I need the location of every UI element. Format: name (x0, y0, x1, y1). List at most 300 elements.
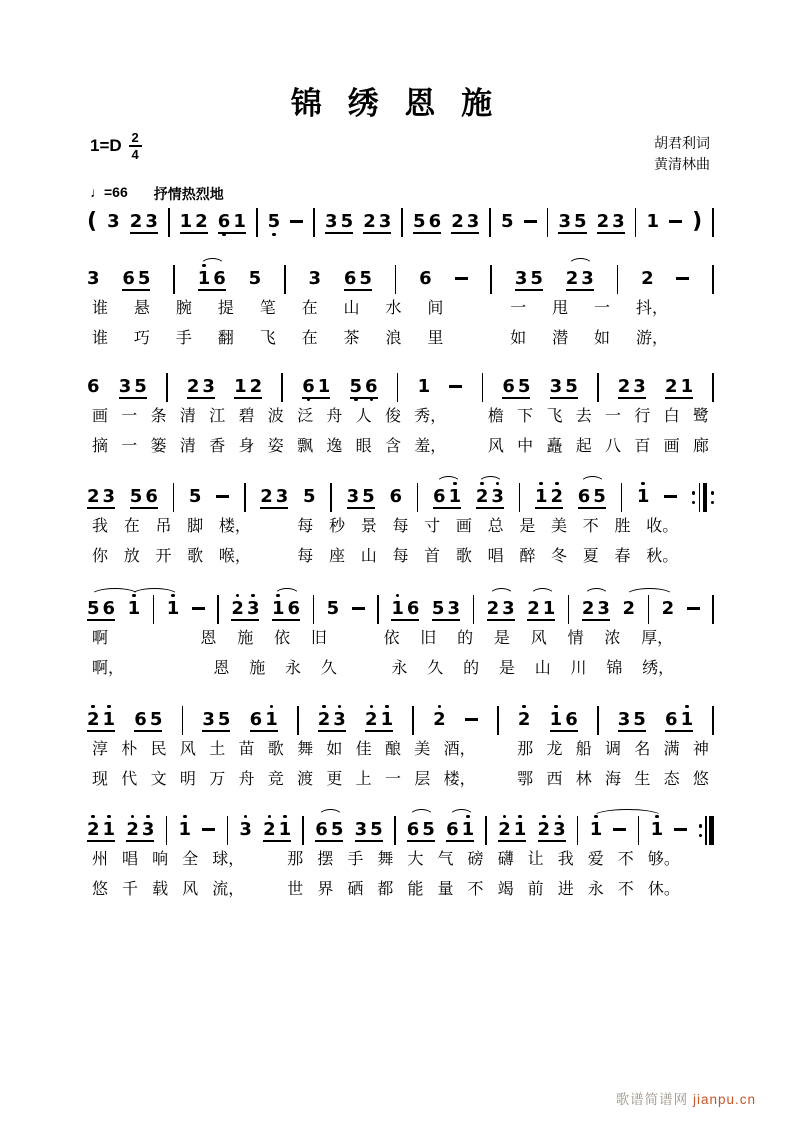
beam (134, 730, 162, 732)
octave-dot (554, 705, 558, 709)
lyric-spacer (694, 328, 709, 350)
lyric-syllable: 调 (605, 741, 622, 758)
lyric-syllable: 舞 (297, 741, 314, 758)
lyric-syllable: 舟 (326, 408, 343, 425)
lyric-syllable: 的 (463, 660, 480, 677)
note-group (518, 703, 531, 736)
lyric-syllable: 施 (249, 660, 266, 677)
lyric-syllable: 休。 (647, 881, 680, 898)
lyric-syllable: 是 (519, 518, 536, 535)
note (419, 262, 432, 295)
note-digit: 6 (406, 819, 420, 840)
note-digit: 1 (636, 486, 650, 507)
lyric-syllable: 每 (297, 548, 314, 565)
lyric-syllable: 一 (384, 771, 401, 788)
note-digit: 5 (413, 211, 426, 232)
note-digit: 6 (343, 268, 357, 289)
note-digit: 2 (486, 598, 500, 619)
note-digit: 2 (550, 486, 564, 507)
lyric-syllable: 八 (605, 438, 622, 455)
barline (394, 816, 396, 845)
beam (122, 289, 150, 291)
lyric-syllable: 锦 (606, 660, 623, 677)
lyric-syllable: 那 (287, 851, 304, 868)
note-group (327, 592, 340, 625)
lyric-syllable: 是 (498, 660, 515, 677)
lyric-syllable: 够。 (647, 851, 680, 868)
note-digit: 5 (501, 211, 514, 232)
lyric-syllable: 一 (594, 300, 611, 317)
note (189, 480, 202, 513)
notes-row (87, 262, 714, 295)
note-group (418, 370, 431, 403)
note-digit: 2 (263, 819, 276, 840)
beam (550, 397, 578, 399)
note-digit: 3 (633, 376, 646, 397)
octave-dot (503, 815, 507, 819)
note-digit: 2 (581, 598, 595, 619)
note-digit: 2 (87, 819, 100, 840)
beamed-note-group (130, 205, 158, 238)
beamed-note-group (391, 592, 419, 625)
duration-dash (449, 385, 462, 388)
lyric-spacer (258, 879, 273, 901)
beamed-note-group (355, 813, 383, 846)
beamed-note-group (535, 480, 563, 513)
lyric-syllable: 秀， (414, 408, 447, 425)
lyric-syllable: 摘 (92, 438, 109, 455)
lyric-syllable: 龙 (546, 741, 563, 758)
beam (515, 289, 543, 291)
octave-dot-below-slot (239, 839, 252, 846)
lyric-syllable: 让 (527, 851, 544, 868)
octave-dot (518, 815, 522, 819)
note-digit: 2 (249, 376, 263, 397)
beamed-note-group (618, 703, 646, 736)
barline (395, 265, 397, 294)
note-digit: 1 (102, 819, 116, 840)
octave-dot (107, 705, 111, 709)
note-digit: 6 (217, 211, 231, 232)
note-group (389, 480, 402, 513)
note-digit: 2 (451, 211, 464, 232)
slur-arc (584, 588, 609, 596)
beam (130, 507, 158, 509)
lyric-syllable: 开 (155, 548, 172, 565)
repeat-end-sign (699, 813, 714, 845)
lyric-syllable: 淳 (92, 741, 109, 758)
beam (231, 619, 259, 621)
note-digit: 1 (646, 211, 659, 232)
lyric-syllable: 胜 (614, 518, 631, 535)
octave-dot (558, 815, 562, 819)
watermark-site-link[interactable]: jianpu.cn (692, 1092, 756, 1107)
beamed-note-group (347, 480, 375, 513)
lyrics-row-1 (87, 516, 714, 538)
duration-dash (290, 220, 303, 223)
note-digit: 1 (166, 598, 180, 619)
note-digit: 6 (565, 709, 578, 730)
lyric-syllable: 一 (121, 408, 138, 425)
beam (87, 507, 115, 509)
note-digit: 5 (87, 598, 100, 619)
lyric-syllable: 收。 (646, 518, 679, 535)
lyric-spacer (694, 879, 709, 901)
lyric-syllable: 西 (546, 771, 563, 788)
lyric-syllable: 醉 (519, 548, 536, 565)
watermark-site-name: 歌谱简谱网 (615, 1092, 693, 1107)
note (268, 205, 281, 238)
lyric-syllable: 歌 (267, 741, 284, 758)
lyric-syllable: 酿 (384, 741, 401, 758)
lyric-syllable: 间 (427, 300, 444, 317)
lyric-syllable: 啊， (92, 660, 125, 677)
lyric-syllable: 如 (326, 741, 343, 758)
barline (712, 265, 714, 294)
beamed-note-group (451, 205, 479, 238)
lyric-syllable: 名 (634, 741, 651, 758)
note (662, 592, 675, 625)
slur-arc (568, 258, 593, 266)
note-digit: 6 (302, 376, 315, 397)
beam (487, 619, 515, 621)
lyric-syllable: 在 (301, 330, 318, 347)
lyric-spacer (469, 328, 484, 350)
notation-line-4 (87, 480, 714, 568)
barline (621, 483, 623, 512)
lyric-syllable: 悠 (692, 771, 709, 788)
octave-dot (641, 482, 645, 486)
note-digit: 3 (107, 211, 120, 232)
beam (432, 619, 460, 621)
beamed-note-group (302, 370, 330, 403)
slur-arc (489, 588, 514, 596)
note-digit: 2 (565, 268, 579, 289)
lyric-syllable: 船 (575, 741, 592, 758)
note-digit: 3 (87, 268, 100, 289)
beam (578, 507, 606, 509)
barline (284, 265, 286, 294)
note-digit: 3 (558, 211, 571, 232)
note (389, 480, 402, 513)
lyric-syllable: 百 (634, 438, 651, 455)
note-group (308, 262, 321, 295)
lyric-syllable: 白 (663, 408, 680, 425)
note-group (178, 813, 191, 846)
note (327, 592, 340, 625)
octave-dot (283, 815, 287, 819)
beamed-note-group (126, 813, 154, 846)
lyric-syllable: 泛 (297, 408, 314, 425)
note-group (107, 205, 120, 238)
lyric-spacer (694, 658, 709, 680)
note-digit: 3 (447, 598, 460, 619)
barline (166, 816, 168, 845)
beamed-note-group (665, 703, 693, 736)
note-digit: 3 (378, 211, 392, 232)
lyrics-row-2 (87, 546, 714, 568)
note-digit: 5 (137, 268, 151, 289)
lyric-syllable: 腕 (175, 300, 192, 317)
note-digit: 3 (553, 819, 566, 840)
note-digit: 3 (333, 709, 346, 730)
note-digit: 5 (134, 376, 147, 397)
note-digit: 3 (246, 598, 260, 619)
note-digit: 2 (665, 376, 678, 397)
barline (412, 706, 414, 735)
beam (558, 232, 586, 234)
lyric-syllable: 界 (317, 881, 334, 898)
note-group (419, 262, 432, 295)
beam (315, 840, 343, 842)
barline (297, 706, 299, 735)
lyric-syllable: 楼， (218, 518, 251, 535)
beamed-note-group (558, 205, 586, 238)
beam (451, 232, 479, 234)
beamed-note-group (260, 480, 288, 513)
beam (498, 840, 526, 842)
barline (490, 265, 492, 294)
note-digit: 3 (308, 268, 321, 289)
lyric-syllable: 气 (437, 851, 454, 868)
lyric-syllable: 朴 (121, 741, 138, 758)
beamed-note-group (550, 370, 578, 403)
note-digit: 5 (129, 486, 143, 507)
octave-dot-below-slot (87, 288, 100, 295)
note-digit: 6 (433, 486, 446, 507)
beamed-note-group (231, 592, 259, 625)
lyric-syllable: 层 (414, 771, 431, 788)
barline (473, 595, 475, 624)
beamed-note-group (218, 205, 246, 238)
lyric-syllable: 久 (320, 660, 337, 677)
lyric-spacer (460, 436, 475, 458)
note-digit: 1 (448, 486, 462, 507)
note-digit: 1 (127, 598, 141, 619)
note-digit: 6 (419, 268, 432, 289)
note-group (651, 813, 664, 846)
barline (712, 208, 714, 237)
beamed-note-group (350, 370, 378, 403)
note (501, 205, 514, 238)
octave-dot (107, 815, 111, 819)
slur-arc (449, 809, 474, 817)
octave-dot (542, 815, 546, 819)
lyric-syllable: 总 (487, 518, 504, 535)
lyric-syllable: 你 (92, 548, 109, 565)
octave-dot-below-slot (662, 618, 675, 625)
beam (87, 840, 115, 842)
note (590, 813, 603, 846)
lyric-syllable: 檐 (487, 408, 504, 425)
lyric-syllable: 文 (150, 771, 167, 788)
beamed-note-group (344, 262, 372, 295)
octave-dot (244, 815, 248, 819)
beamed-note-group (446, 813, 474, 846)
lyric-syllable: 情 (567, 630, 584, 647)
octave-dot-below-slot (189, 506, 202, 513)
note-digit: 6 (315, 819, 328, 840)
barline (330, 483, 332, 512)
note (303, 480, 316, 513)
slur-arc (436, 476, 461, 484)
barline (648, 595, 650, 624)
slur-arc (580, 476, 605, 484)
lyric-syllable: 鹭 (692, 408, 709, 425)
barline (635, 208, 637, 237)
octave-dot-below-slot (167, 618, 180, 625)
duration-dash (674, 828, 687, 831)
expression-marking: 抒情热烈地 (153, 186, 224, 202)
beam (347, 507, 375, 509)
note-digit: 3 (597, 598, 610, 619)
lyric-syllable: 全 (182, 851, 199, 868)
beam (87, 619, 115, 621)
note (518, 703, 531, 736)
lyric-spacer (267, 546, 282, 568)
duration-dash (465, 718, 478, 721)
note-digit: 2 (195, 211, 208, 232)
note-digit: 2 (317, 709, 331, 730)
beamed-note-group (198, 262, 226, 295)
note-digit: 2 (527, 598, 540, 619)
barline (173, 483, 175, 512)
beam (302, 397, 330, 399)
octave-dot-below-slot (303, 506, 316, 513)
octave-dot (385, 705, 389, 709)
note-digit: 2 (617, 376, 631, 397)
lyric-syllable: 唱 (487, 548, 504, 565)
lyric-syllable: 手 (175, 330, 192, 347)
lyric-spacer (267, 516, 282, 538)
octave-dot-below-slot (389, 506, 402, 513)
lyric-spacer (460, 406, 475, 428)
beam (407, 840, 435, 842)
note-digit: 1 (317, 376, 331, 397)
note-digit: 6 (365, 376, 378, 397)
lyric-syllable: 碧 (238, 408, 255, 425)
notation-line-3 (87, 370, 714, 458)
barline (489, 208, 491, 237)
duration-dash (669, 220, 682, 223)
lyric-syllable: 笔 (259, 300, 276, 317)
lyric-syllable: 每 (392, 548, 409, 565)
lyric-syllable: 竞 (267, 771, 284, 788)
notation-line-1 (87, 205, 714, 238)
lyric-syllable: 响 (152, 851, 169, 868)
octave-dot (91, 705, 95, 709)
octave-dot-below-slot (637, 506, 650, 513)
lyric-syllable: 风 (179, 741, 196, 758)
lyric-syllable: 下 (517, 408, 534, 425)
lyric-syllable: 寸 (424, 518, 441, 535)
note (646, 205, 659, 238)
barline (166, 373, 168, 402)
beam (198, 289, 226, 291)
barline (313, 208, 315, 237)
octave-dot (270, 705, 274, 709)
barline (313, 595, 315, 624)
beamed-note-group (130, 480, 158, 513)
barline (597, 373, 599, 402)
beamed-note-group (315, 813, 343, 846)
notes-row (87, 813, 714, 846)
lyrics-row-2 (87, 658, 714, 680)
lyric-syllable: 不 (582, 518, 599, 535)
note (249, 262, 262, 295)
lyric-syllable: 态 (663, 771, 680, 788)
note-digit: 2 (365, 709, 378, 730)
lyric-syllable: 硒 (347, 881, 364, 898)
beam (325, 232, 353, 234)
note-digit: 5 (349, 376, 363, 397)
note-digit: 5 (431, 598, 445, 619)
beam (130, 232, 158, 234)
lyric-syllable: 水 (385, 300, 402, 317)
barline (377, 595, 379, 624)
lyric-spacer (694, 298, 709, 320)
note-digit: 3 (617, 709, 631, 730)
note (433, 703, 446, 736)
lyric-spacer (694, 849, 709, 871)
lyric-syllable: 行 (634, 408, 651, 425)
beamed-note-group (515, 262, 543, 295)
note-digit: 1 (102, 709, 116, 730)
lyric-syllable: 姿 (267, 438, 284, 455)
lyric-syllable: 舞 (377, 851, 394, 868)
lyric-syllable: 摆 (317, 851, 334, 868)
lyric-syllable: 海 (605, 771, 622, 788)
lyric-syllable: 巧 (133, 330, 150, 347)
duration-dash (687, 607, 700, 610)
beam (250, 730, 278, 732)
note (637, 480, 650, 513)
note-digit: 3 (354, 819, 368, 840)
notation-line-2 (87, 262, 714, 350)
note-digit: 3 (581, 268, 594, 289)
octave-dot (251, 594, 255, 598)
note-digit: 6 (134, 709, 147, 730)
octave-dot-below-slot (641, 288, 654, 295)
note-digit: 6 (446, 819, 459, 840)
octave-dot-below-slot (518, 729, 531, 736)
note-group (646, 205, 659, 238)
beamed-note-group (582, 592, 610, 625)
lyric-syllable: 不 (467, 881, 484, 898)
lyric-spacer (165, 628, 180, 650)
lyric-spacer (489, 769, 504, 791)
barline (712, 595, 714, 624)
beamed-note-group (202, 703, 230, 736)
octave-dot-below-slot (327, 618, 340, 625)
lyric-syllable: 羞， (414, 438, 447, 455)
lyric-syllable: 首 (424, 548, 441, 565)
beam (263, 840, 291, 842)
lyric-syllable: 抖， (635, 300, 668, 317)
note-digit: 6 (102, 598, 116, 619)
beam (363, 232, 391, 234)
time-signature-denominator: 4 (131, 146, 139, 162)
lyric-syllable: 楼， (443, 771, 476, 788)
lyric-syllable: 依 (274, 630, 291, 647)
note-group (637, 480, 650, 513)
beam (433, 507, 461, 509)
lyric-syllable: 飞 (259, 330, 276, 347)
lyric-syllable: 画 (92, 408, 109, 425)
note-digit: 1 (589, 819, 603, 840)
lyric-syllable: 旧 (420, 630, 437, 647)
note-digit: 3 (612, 211, 625, 232)
